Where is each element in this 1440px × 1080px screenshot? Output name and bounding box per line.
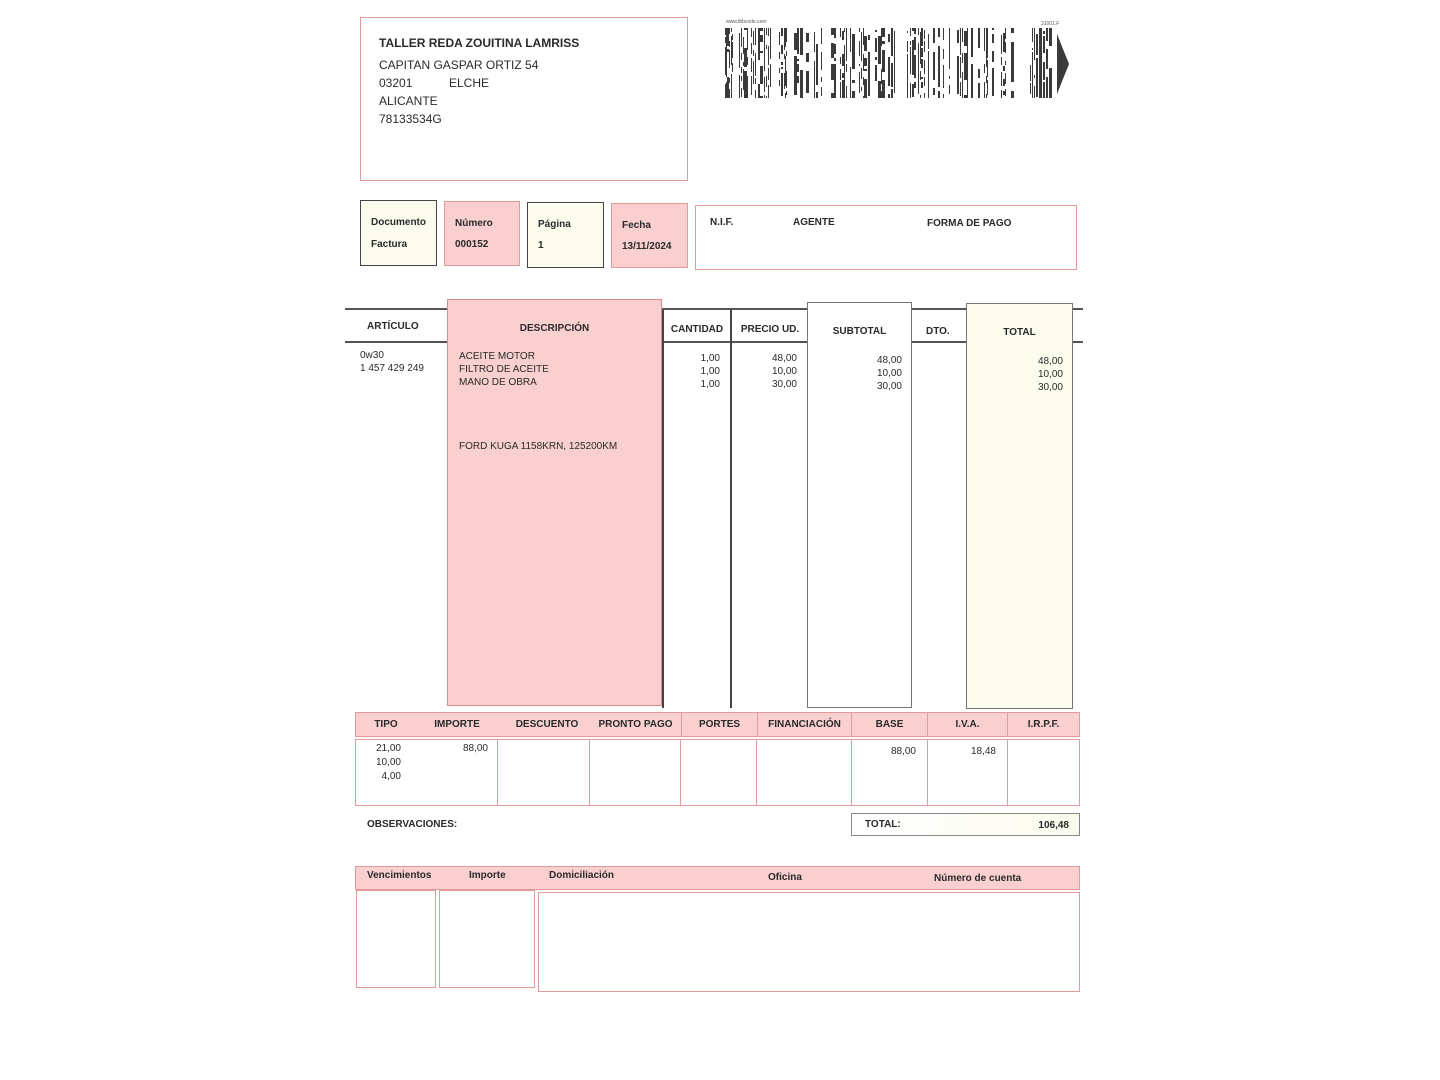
dto-header: DTO. (926, 326, 950, 337)
fecha-box (611, 203, 688, 268)
pagina-box (527, 202, 604, 268)
company-city: ELCHE (449, 76, 490, 90)
precio-row-1: 48,00 (771, 353, 797, 364)
company-address: CAPITAN GASPAR ORTIZ 54 (379, 58, 539, 72)
company-province: ALICANTE (379, 94, 438, 108)
tax-importe-value: 88,00 (462, 743, 488, 754)
company-tax-id: 78133534G (379, 112, 442, 126)
pagina-label: Página (538, 219, 571, 230)
pagina-value: 1 (538, 240, 544, 251)
tax-tipo-3: 4,00 (381, 771, 401, 782)
tax-header-row (355, 712, 1080, 737)
payment-cell-importe (439, 890, 535, 988)
descripcion-column (447, 299, 662, 706)
subtotal-row-3: 30,00 (876, 381, 902, 392)
agente-label: AGENTE (793, 217, 835, 228)
descripcion-row-2: FILTRO DE ACEITE (459, 364, 549, 375)
payment-header-numero-cuenta: Número de cuenta (934, 873, 1022, 884)
fecha-value: 13/11/2024 (622, 241, 672, 252)
barcode (725, 28, 1069, 100)
cantidad-row-2: 1,00 (700, 366, 720, 377)
documento-label: Documento (371, 217, 426, 228)
tax-header-pronto-pago: PRONTO PAGO (590, 713, 682, 736)
tax-header-iva: I.V.A. (928, 713, 1008, 736)
tax-header-financiacion: FINANCIACIÓN (758, 713, 852, 736)
subtotal-row-1: 48,00 (876, 355, 902, 366)
precio-row-2: 10,00 (771, 366, 797, 377)
descripcion-row-1: ACEITE MOTOR (459, 351, 535, 362)
vehicle-note: FORD KUGA 1158KRN, 125200KM (459, 441, 618, 452)
tax-iva-value: 18,48 (970, 746, 996, 757)
tax-tipo-2: 10,00 (375, 757, 401, 768)
numero-label: Número (455, 218, 493, 229)
nif-label: N.I.F. (710, 217, 734, 228)
subtotal-header: SUBTOTAL (832, 326, 887, 337)
payment-header-oficina: Oficina (768, 872, 802, 883)
total-header: TOTAL (1003, 327, 1036, 338)
documento-box (360, 200, 437, 266)
subtotal-row-2: 10,00 (876, 368, 902, 379)
payment-cell-domiciliacion (538, 892, 1080, 992)
total-row-1: 48,00 (1037, 356, 1063, 367)
tax-header-tipo: TIPO (374, 719, 398, 730)
tax-header-irpf: I.R.P.F. (1027, 719, 1060, 730)
tax-body (355, 739, 1080, 806)
tax-header-base: BASE (852, 713, 928, 736)
documento-value: Factura (371, 239, 408, 250)
total-row-2: 10,00 (1037, 369, 1063, 380)
numero-value: 000152 (455, 239, 489, 250)
descripcion-header: DESCRIPCIÓN (519, 323, 590, 334)
barcode-caption-left: www.tbbcode.com (726, 19, 767, 25)
grand-total-value: 106,48 (1038, 820, 1069, 831)
grand-total-label: TOTAL: (865, 819, 901, 830)
tax-base-value: 88,00 (890, 746, 916, 757)
payment-cell-vencimientos (356, 890, 436, 988)
payment-header-row (355, 866, 1080, 890)
fecha-label: Fecha (622, 220, 651, 231)
company-postal-code: 03201 (379, 76, 413, 90)
tax-header-importe: IMPORTE (434, 719, 480, 730)
cantidad-row-1: 1,00 (700, 353, 720, 364)
payment-header-vencimientos: Vencimientos (367, 870, 432, 881)
subtotal-column (807, 302, 912, 708)
payment-header-domiciliacion: Domiciliación (549, 870, 615, 881)
descripcion-row-3: MANO DE OBRA (459, 377, 537, 388)
company-box (360, 17, 688, 181)
forma-pago-label: FORMA DE PAGO (927, 218, 1012, 229)
articulo-code-2: 1 457 429 249 (360, 363, 424, 374)
cantidad-header: CANTIDAD (670, 324, 724, 335)
barcode-caption-right: 31001.F (1041, 21, 1060, 27)
precio-header: PRECIO UD. (740, 324, 800, 335)
company-name: TALLER REDA ZOUITINA LAMRISS (379, 36, 580, 50)
client-info-box (695, 205, 1077, 270)
observaciones-label: OBSERVACIONES: (367, 819, 458, 830)
articulo-code-1: 0w30 (360, 350, 384, 361)
total-row-3: 30,00 (1037, 382, 1063, 393)
numero-box (444, 201, 520, 266)
total-column (966, 303, 1073, 709)
tax-header-descuento: DESCUENTO (515, 719, 579, 730)
tax-header-portes: PORTES (682, 713, 758, 736)
tax-tipo-1: 21,00 (375, 743, 401, 754)
articulo-header: ARTÍCULO (367, 321, 419, 332)
grand-total-box (851, 813, 1080, 836)
precio-row-3: 30,00 (771, 379, 797, 390)
cantidad-row-3: 1,00 (700, 379, 720, 390)
payment-header-importe: Importe (469, 870, 506, 881)
